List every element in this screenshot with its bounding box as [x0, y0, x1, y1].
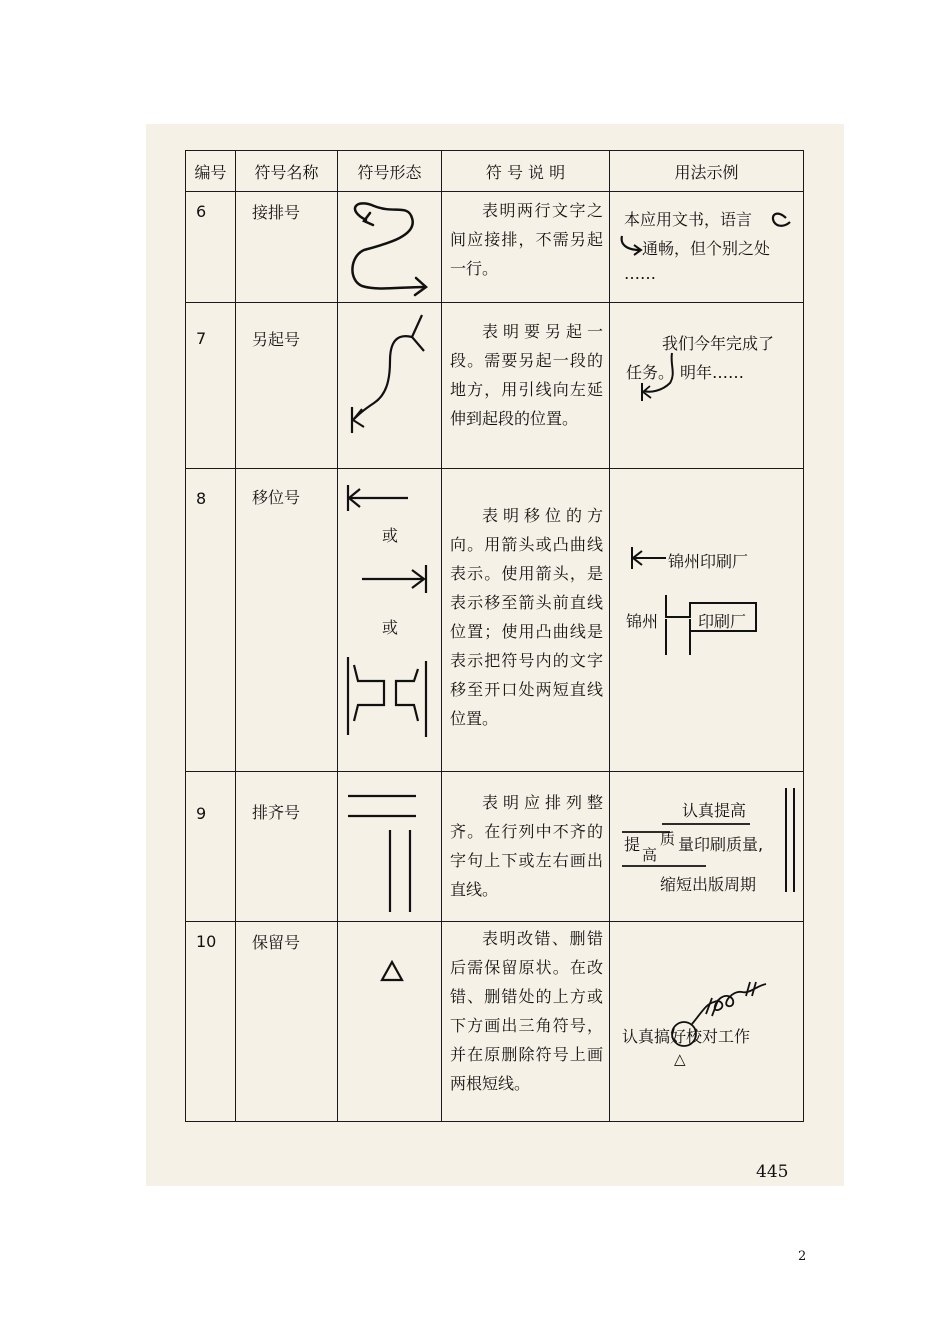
example-line: 本应用文书，语言 [624, 210, 753, 229]
example-line: 我们今年完成了 [662, 334, 775, 353]
align-symbol-icon [338, 772, 442, 922]
header-usage-example: 用法示例 [610, 151, 804, 192]
transpose-mark-icon [610, 469, 804, 772]
table-row [186, 922, 804, 1122]
row-number: 6 [186, 192, 236, 303]
example-line: 认真搞好校对工作 [622, 1027, 751, 1046]
symbol-description: 表明移位的方向。用箭头或凸曲线表示。使用箭头，是表示移至箭头前直线位置；使用凸曲线是表示把符号内的文字移至开口处两短直线位置。 [442, 469, 610, 772]
join-mark-icon [610, 192, 804, 303]
new-paragraph-mark-icon [610, 303, 804, 469]
or-label: 或 [382, 618, 399, 637]
page-number: 2 [798, 1249, 807, 1264]
usage-example [610, 192, 804, 303]
example-line: …… [624, 264, 656, 283]
row-number: 10 [186, 922, 236, 1122]
or-label: 或 [382, 526, 399, 545]
symbol-shape [338, 469, 442, 772]
proofreading-symbols-table [185, 150, 804, 1122]
new-paragraph-symbol-icon [338, 303, 442, 469]
delete-loop-mark-icon [610, 922, 804, 1122]
row-number: 7 [186, 303, 236, 469]
header-symbol-description: 符 号 说 明 [442, 151, 610, 192]
symbol-name: 另起号 [236, 303, 338, 469]
header-symbol-shape: 符号形态 [338, 151, 442, 192]
example-line: 锦州印刷厂 [668, 552, 749, 571]
example-line: 质 [660, 830, 676, 848]
usage-example [610, 922, 804, 1122]
symbol-name: 移位号 [236, 469, 338, 772]
symbol-description: 表明应排列整齐。在行列中不齐的字句上下或左右画出直线。 [442, 772, 610, 922]
row-number: 9 [186, 772, 236, 922]
usage-example [610, 303, 804, 469]
example-line: 任务。 [626, 363, 675, 382]
header-symbol-name: 符号名称 [236, 151, 338, 192]
table-row [186, 469, 804, 772]
symbol-name: 保留号 [236, 922, 338, 1122]
example-line: 提 [624, 835, 641, 854]
transpose-symbol-icon [338, 469, 442, 772]
symbol-description: 表明两行文字之间应接排，不需另起一行。 [442, 192, 610, 303]
align-mark-icon [610, 772, 804, 922]
symbol-name: 排齐号 [236, 772, 338, 922]
table-row [186, 303, 804, 469]
example-line: 通畅，但个别之处 [642, 239, 771, 258]
table-row [186, 772, 804, 922]
example-line: 认真提高 [682, 801, 747, 820]
symbol-description: 表明要另起一段。需要另起一段的地方，用引线向左延伸到起段的位置。 [442, 303, 610, 469]
example-line: 印刷厂 [698, 612, 747, 631]
symbol-shape [338, 192, 442, 303]
symbol-shape [338, 922, 442, 1122]
usage-example [610, 772, 804, 922]
example-line: 明年…… [680, 363, 745, 382]
scanned-page-number: 445 [756, 1162, 789, 1182]
symbol-description: 表明改错、删错后需保留原状。在改错、删错处的上方或下方画出三角符号，并在原删除符号上画两根短线。 [442, 922, 610, 1122]
table-row [186, 192, 804, 303]
example-line: 缩短出版周期 [660, 875, 757, 894]
join-line-symbol-icon [338, 192, 442, 303]
retain-triangle-icon [338, 922, 442, 1122]
header-row [186, 151, 804, 192]
usage-example [610, 469, 804, 772]
retain-mark-icon: △ [674, 1050, 686, 1068]
row-number: 8 [186, 469, 236, 772]
symbol-name: 接排号 [236, 192, 338, 303]
example-line: 高 [642, 846, 658, 864]
header-number: 编号 [186, 151, 236, 192]
example-line: 锦州 [626, 612, 659, 631]
symbol-shape [338, 772, 442, 922]
example-line: 量印刷质量, [678, 835, 764, 854]
symbol-shape [338, 303, 442, 469]
